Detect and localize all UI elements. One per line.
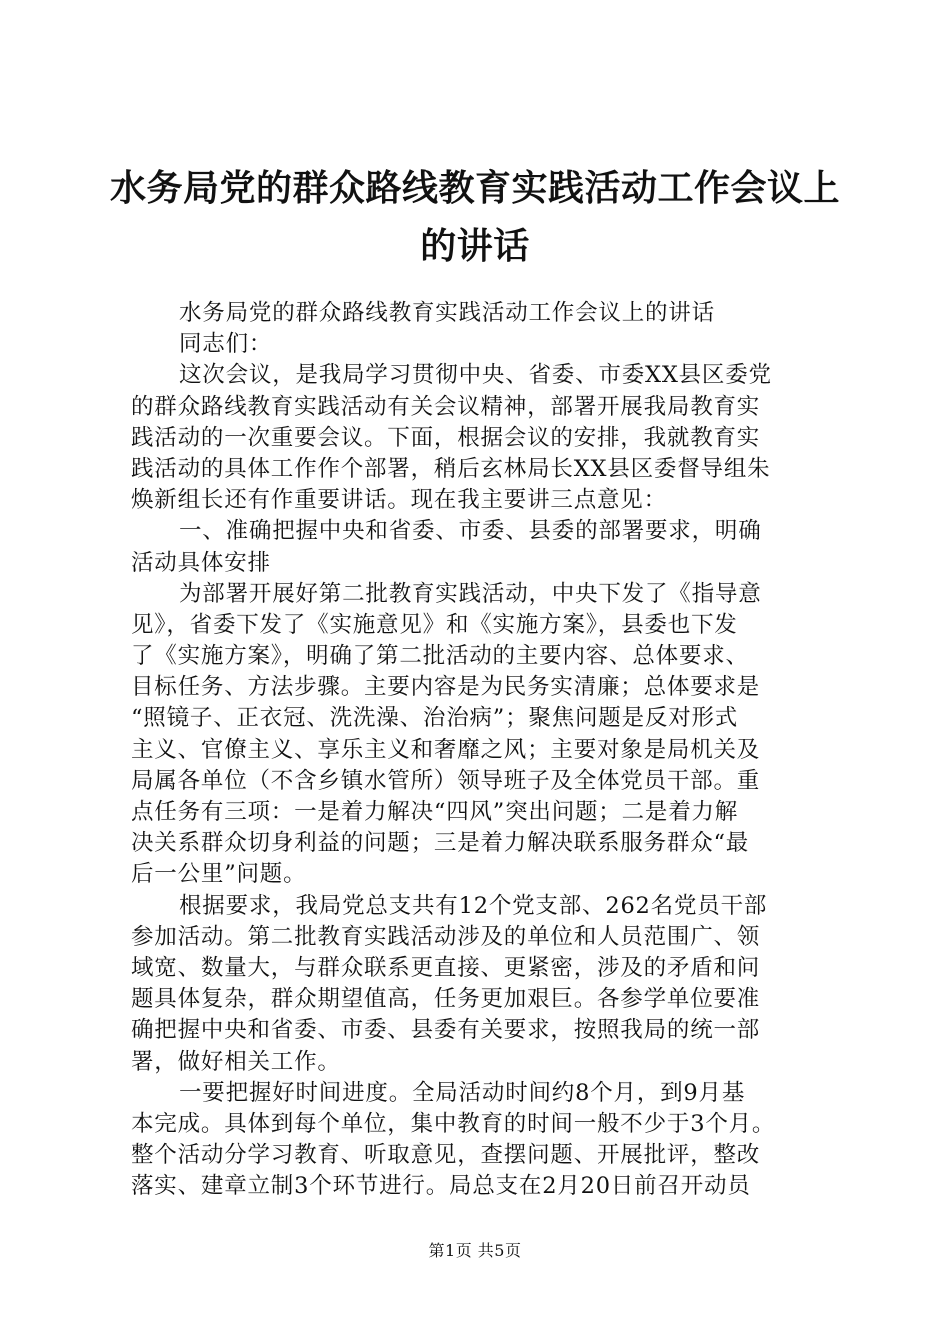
body-line: 的群众路线教育实践活动有关会议精神，部署开展我局教育实 (131, 393, 761, 420)
body-line: 题具体复杂，群众期望值高，任务更加艰巨。各参学单位要准 (131, 986, 761, 1013)
body-line: 践活动的一次重要会议。下面，根据会议的安排，我就教育实 (131, 424, 761, 451)
body-line: 署，做好相关工作。 (131, 1048, 341, 1075)
title-line-2: 的讲话 (420, 226, 530, 267)
body-line: 为部署开展好第二批教育实践活动，中央下发了《指导意 (179, 580, 762, 607)
title-line-1: 水务局党的群众路线教育实践活动工作会议上 (110, 168, 841, 209)
body-line: 这次会议，是我局学习贯彻中央、省委、市委XX县区委党 (179, 362, 772, 389)
body-line: 本完成。具体到每个单位，集中教育的时间一般不少于3个月。 (131, 1110, 776, 1137)
body-line: 一、准确把握中央和省委、市委、县委的部署要求，明确 (179, 518, 762, 545)
body-line: 践活动的具体工作作个部署，稍后玄林局长XX县区委督导组朱 (131, 455, 771, 482)
body-line: 整个活动分学习教育、听取意见，查摆问题、开展批评，整改 (131, 1142, 761, 1169)
body-line: “照镜子、正衣冠、洗洗澡、治治病”；聚焦问题是反对形式 (131, 705, 739, 732)
body-line: 了《实施方案》，明确了第二批活动的主要内容、总体要求、 (131, 643, 749, 670)
body-line: 水务局党的群众路线教育实践活动工作会议上的讲话 (179, 300, 715, 326)
body-line: 参加活动。第二批教育实践活动涉及的单位和人员范围广、领 (131, 923, 761, 950)
body-line: 落实、建章立制3个环节进行。局总支在2月20日前召开动员 (131, 1173, 751, 1200)
body-line: 同志们： (179, 331, 273, 358)
body-line: 根据要求，我局党总支共有12个党支部、262名党员干部 (179, 892, 768, 919)
document-body (131, 298, 831, 1202)
body-line: 域宽、数量大，与群众联系更直接、更紧密，涉及的矛盾和问 (131, 954, 761, 981)
body-line: 确把握中央和省委、市委、县委有关要求，按照我局的统一部 (131, 1017, 761, 1044)
body-line: 焕新组长还有作重要讲话。现在我主要讲三点意见： (131, 487, 667, 514)
page-footer: 第1页 共5页 (428, 1241, 522, 1260)
body-line: 决关系群众切身利益的问题；三是着力解决联系服务群众“最 (131, 830, 750, 857)
body-line: 后一公里”问题。 (131, 861, 307, 888)
body-line: 活动具体安排 (131, 549, 271, 576)
body-line: 局属各单位（不含乡镇水管所）领导班子及全体党员干部。重 (131, 767, 761, 794)
body-line: 目标任务、方法步骤。主要内容是为民务实清廉；总体要求是 (131, 674, 761, 701)
body-line: 点任务有三项：一是着力解决“四风”突出问题；二是着力解 (131, 799, 739, 825)
document-title (110, 160, 840, 276)
body-line: 见》，省委下发了《实施意见》和《实施方案》，县委也下发 (131, 611, 738, 638)
body-line: 主义、官僚主义、享乐主义和奢靡之风；主要对象是局机关及 (131, 736, 761, 763)
body-line: 一要把握好时间进度。全局活动时间约8个月，到9月基 (179, 1079, 746, 1106)
